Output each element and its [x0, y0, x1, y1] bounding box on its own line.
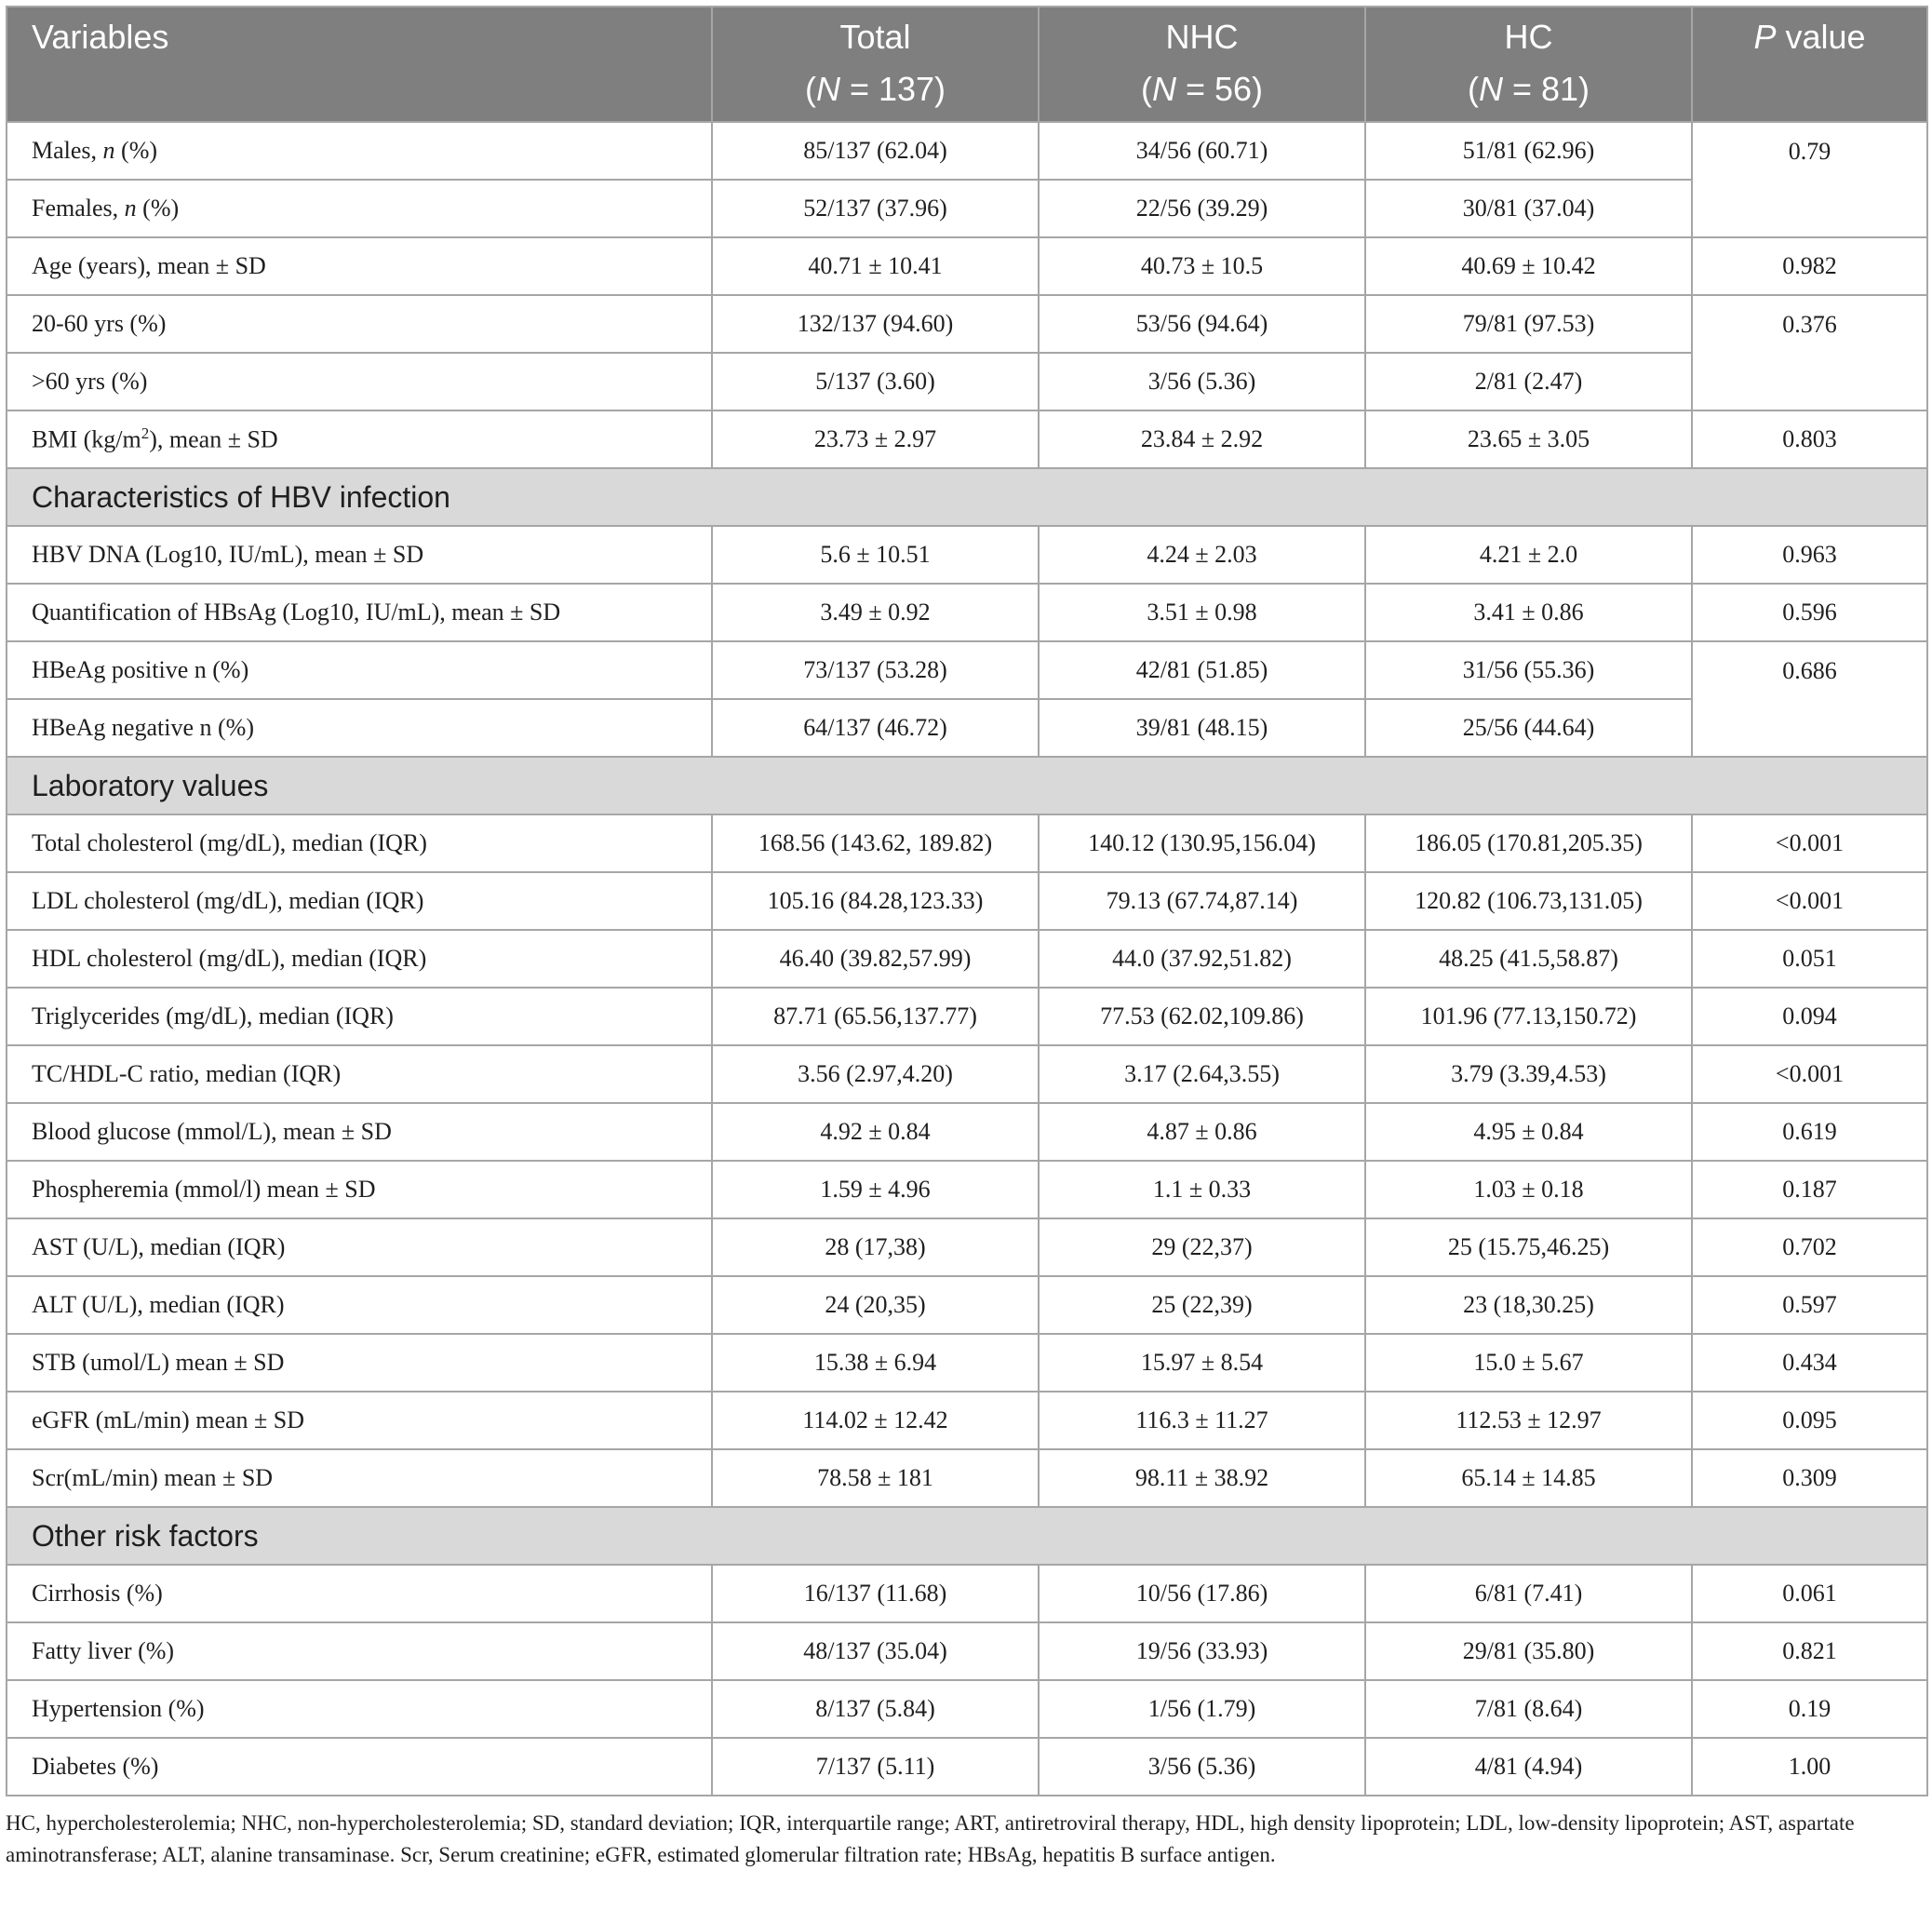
header-row: [7, 7, 1927, 122]
cell-pvalue: 0.803: [1692, 410, 1927, 468]
cell-nhc: 4.87 ± 0.86: [1039, 1103, 1365, 1161]
cell-hc: 23 (18,30.25): [1365, 1276, 1692, 1334]
header-hc-label: HC: [1504, 18, 1553, 56]
header-total: [712, 7, 1039, 122]
cell-nhc: 39/81 (48.15): [1039, 699, 1365, 757]
cell-hc: 31/56 (55.36): [1365, 641, 1692, 699]
header-variables: Variables: [7, 7, 712, 122]
cell-total: 85/137 (62.04): [712, 122, 1039, 180]
label-italic: n: [102, 137, 115, 164]
cell-pvalue: 0.963: [1692, 526, 1927, 584]
cell-total: 48/137 (35.04): [712, 1622, 1039, 1680]
cell-pvalue: 0.094: [1692, 988, 1927, 1045]
header-pvalue-p: P: [1753, 18, 1777, 56]
table-row: [7, 122, 1927, 180]
table-row: [7, 1680, 1927, 1738]
row-label: eGFR (mL/min) mean ± SD: [7, 1392, 712, 1449]
cell-hc: 3.79 (3.39,4.53): [1365, 1045, 1692, 1103]
cell-hc: 23.65 ± 3.05: [1365, 410, 1692, 468]
row-label: Quantification of HBsAg (Log10, IU/mL), mean ± SD: [7, 584, 712, 641]
cell-nhc: 34/56 (60.71): [1039, 122, 1365, 180]
row-label: AST (U/L), median (IQR): [7, 1218, 712, 1276]
cell-nhc: 22/56 (39.29): [1039, 180, 1365, 237]
row-label: Fatty liver (%): [7, 1622, 712, 1680]
cell-total: 24 (20,35): [712, 1276, 1039, 1334]
cell-nhc: 15.97 ± 8.54: [1039, 1334, 1365, 1392]
table-row: [7, 237, 1927, 295]
table-row: [7, 699, 1927, 757]
cell-total: 4.92 ± 0.84: [712, 1103, 1039, 1161]
cell-nhc: 10/56 (17.86): [1039, 1565, 1365, 1622]
section-title-hbv: Characteristics of HBV infection: [7, 468, 1927, 526]
cell-hc: 6/81 (7.41): [1365, 1565, 1692, 1622]
cell-total: 15.38 ± 6.94: [712, 1334, 1039, 1392]
row-label: Hypertension (%): [7, 1680, 712, 1738]
cell-nhc: 42/81 (51.85): [1039, 641, 1365, 699]
cell-hc: 40.69 ± 10.42: [1365, 237, 1692, 295]
cell-nhc: 98.11 ± 38.92: [1039, 1449, 1365, 1507]
cell-nhc: 29 (22,37): [1039, 1218, 1365, 1276]
cell-pvalue: 0.597: [1692, 1276, 1927, 1334]
table-row: [7, 584, 1927, 641]
row-label: Scr(mL/min) mean ± SD: [7, 1449, 712, 1507]
table-row: [7, 1161, 1927, 1218]
cell-total: 73/137 (53.28): [712, 641, 1039, 699]
row-label: Triglycerides (mg/dL), median (IQR): [7, 988, 712, 1045]
cell-total: 3.56 (2.97,4.20): [712, 1045, 1039, 1103]
cell-total: 87.71 (65.56,137.77): [712, 988, 1039, 1045]
row-label: Cirrhosis (%): [7, 1565, 712, 1622]
header-nhc-n: (N = 56): [1140, 70, 1264, 108]
cell-pvalue: <0.001: [1692, 1045, 1927, 1103]
header-hc-n: (N = 81): [1467, 70, 1590, 108]
cell-hc: 120.82 (106.73,131.05): [1365, 872, 1692, 930]
row-label-age-20-60: 20-60 yrs (%): [7, 295, 712, 353]
row-label-age: Age (years), mean ± SD: [7, 237, 712, 295]
table-row: [7, 872, 1927, 930]
cell-nhc: 3/56 (5.36): [1039, 1738, 1365, 1796]
table-row: [7, 1738, 1927, 1796]
cell-hc: 112.53 ± 12.97: [1365, 1392, 1692, 1449]
table-row: [7, 988, 1927, 1045]
cell-nhc: 25 (22,39): [1039, 1276, 1365, 1334]
label-text: ), mean ± SD: [149, 425, 278, 453]
cell-total: 28 (17,38): [712, 1218, 1039, 1276]
cell-hc: 25 (15.75,46.25): [1365, 1218, 1692, 1276]
cell-nhc: 140.12 (130.95,156.04): [1039, 814, 1365, 872]
table-row: [7, 1045, 1927, 1103]
table-row: [7, 1276, 1927, 1334]
row-label: HBV DNA (Log10, IU/mL), mean ± SD: [7, 526, 712, 584]
cell-pvalue: 0.79: [1692, 122, 1927, 237]
cell-pvalue: 0.376: [1692, 295, 1927, 410]
cell-total: 132/137 (94.60): [712, 295, 1039, 353]
table-row: [7, 1218, 1927, 1276]
table-row: [7, 930, 1927, 988]
row-label: HDL cholesterol (mg/dL), median (IQR): [7, 930, 712, 988]
cell-pvalue: 0.619: [1692, 1103, 1927, 1161]
header-nhc: [1039, 7, 1365, 122]
cell-pvalue: 0.434: [1692, 1334, 1927, 1392]
cell-pvalue: 0.702: [1692, 1218, 1927, 1276]
table-row: [7, 814, 1927, 872]
section-row: [7, 1507, 1927, 1565]
table-row: [7, 1103, 1927, 1161]
table-footnote: HC, hypercholesterolemia; NHC, non-hypercholesterolemia; SD, standard deviation; IQR, interquartile range; ART, antiretroviral therapy, HDL, high density lipoprotein; LDL, low-density lipoprotein; AST, aspartate aminotransferase; ALT, alanine transaminase. Scr, Serum creatinine; eGFR, estimated glomerular filtration rate; HBsAg, hepatitis B surface antigen.: [6, 1811, 1855, 1866]
cell-total: 5/137 (3.60): [712, 353, 1039, 410]
row-label: ALT (U/L), median (IQR): [7, 1276, 712, 1334]
cell-pvalue: 0.686: [1692, 641, 1927, 757]
cell-nhc: 116.3 ± 11.27: [1039, 1392, 1365, 1449]
section-title-other: Other risk factors: [7, 1507, 1927, 1565]
row-label: LDL cholesterol (mg/dL), median (IQR): [7, 872, 712, 930]
row-label-males: [7, 122, 712, 180]
cell-nhc: 79.13 (67.74,87.14): [1039, 872, 1365, 930]
cell-pvalue: <0.001: [1692, 872, 1927, 930]
header-hc: [1365, 7, 1692, 122]
cell-nhc: 77.53 (62.02,109.86): [1039, 988, 1365, 1045]
cell-total: 46.40 (39.82,57.99): [712, 930, 1039, 988]
cell-hc: 65.14 ± 14.85: [1365, 1449, 1692, 1507]
cell-hc: 2/81 (2.47): [1365, 353, 1692, 410]
cell-hc: 7/81 (8.64): [1365, 1680, 1692, 1738]
table-header: [7, 7, 1927, 122]
cell-total: 7/137 (5.11): [712, 1738, 1039, 1796]
cell-hc: 29/81 (35.80): [1365, 1622, 1692, 1680]
cell-pvalue: 0.821: [1692, 1622, 1927, 1680]
cell-pvalue: 0.051: [1692, 930, 1927, 988]
table-row: [7, 1392, 1927, 1449]
header-total-n: (N = 137): [804, 70, 946, 108]
row-label-bmi: [7, 410, 712, 468]
cell-hc: 1.03 ± 0.18: [1365, 1161, 1692, 1218]
cell-total: 105.16 (84.28,123.33): [712, 872, 1039, 930]
cell-pvalue: 0.061: [1692, 1565, 1927, 1622]
cell-hc: 4.21 ± 2.0: [1365, 526, 1692, 584]
table-container: [6, 6, 1926, 1871]
cell-hc: 186.05 (170.81,205.35): [1365, 814, 1692, 872]
table-row: [7, 1449, 1927, 1507]
cell-total: 64/137 (46.72): [712, 699, 1039, 757]
table-row: [7, 1334, 1927, 1392]
row-label-age-60: >60 yrs (%): [7, 353, 712, 410]
cell-pvalue: 0.187: [1692, 1161, 1927, 1218]
row-label: Diabetes (%): [7, 1738, 712, 1796]
cell-pvalue: 0.309: [1692, 1449, 1927, 1507]
row-label: HBeAg positive n (%): [7, 641, 712, 699]
cell-pvalue: <0.001: [1692, 814, 1927, 872]
cell-nhc: 3.51 ± 0.98: [1039, 584, 1365, 641]
cell-nhc: 19/56 (33.93): [1039, 1622, 1365, 1680]
cell-total: 40.71 ± 10.41: [712, 237, 1039, 295]
cell-nhc: 44.0 (37.92,51.82): [1039, 930, 1365, 988]
cell-total: 3.49 ± 0.92: [712, 584, 1039, 641]
cell-total: 52/137 (37.96): [712, 180, 1039, 237]
cell-hc: 4.95 ± 0.84: [1365, 1103, 1692, 1161]
header-pvalue-rest: value: [1776, 18, 1866, 56]
cell-hc: 25/56 (44.64): [1365, 699, 1692, 757]
cell-pvalue: 0.095: [1692, 1392, 1927, 1449]
label-text: Males,: [32, 137, 103, 164]
cell-nhc: 1/56 (1.79): [1039, 1680, 1365, 1738]
cell-pvalue: 0.596: [1692, 584, 1927, 641]
header-nhc-label: NHC: [1165, 18, 1239, 56]
cell-total: 23.73 ± 2.97: [712, 410, 1039, 468]
label-superscript: 2: [141, 424, 150, 443]
cell-total: 114.02 ± 12.42: [712, 1392, 1039, 1449]
cell-nhc: 3.17 (2.64,3.55): [1039, 1045, 1365, 1103]
cell-nhc: 23.84 ± 2.92: [1039, 410, 1365, 468]
cell-hc: 48.25 (41.5,58.87): [1365, 930, 1692, 988]
cell-nhc: 40.73 ± 10.5: [1039, 237, 1365, 295]
table-row: [7, 295, 1927, 353]
table-row: [7, 180, 1927, 237]
row-label-females: [7, 180, 712, 237]
cell-hc: 51/81 (62.96): [1365, 122, 1692, 180]
cell-total: 16/137 (11.68): [712, 1565, 1039, 1622]
label-text: (%): [114, 137, 158, 164]
cell-nhc: 1.1 ± 0.33: [1039, 1161, 1365, 1218]
cell-total: 168.56 (143.62, 189.82): [712, 814, 1039, 872]
row-label: Blood glucose (mmol/L), mean ± SD: [7, 1103, 712, 1161]
cell-total: 78.58 ± 181: [712, 1449, 1039, 1507]
cell-total: 1.59 ± 4.96: [712, 1161, 1039, 1218]
cell-pvalue: 0.19: [1692, 1680, 1927, 1738]
cell-total: 5.6 ± 10.51: [712, 526, 1039, 584]
cell-nhc: 3/56 (5.36): [1039, 353, 1365, 410]
table-row: [7, 641, 1927, 699]
section-row: [7, 468, 1927, 526]
row-label: STB (umol/L) mean ± SD: [7, 1334, 712, 1392]
cell-hc: 4/81 (4.94): [1365, 1738, 1692, 1796]
label-text: Females,: [32, 195, 125, 222]
table-body: [7, 122, 1927, 1796]
cell-pvalue: 1.00: [1692, 1738, 1927, 1796]
header-pvalue: [1692, 7, 1927, 122]
characteristics-table: [6, 6, 1928, 1796]
cell-hc: 3.41 ± 0.86: [1365, 584, 1692, 641]
table-row: [7, 1565, 1927, 1622]
row-label: Phospheremia (mmol/l) mean ± SD: [7, 1161, 712, 1218]
cell-total: 8/137 (5.84): [712, 1680, 1039, 1738]
row-label: HBeAg negative n (%): [7, 699, 712, 757]
cell-hc: 79/81 (97.53): [1365, 295, 1692, 353]
section-row: [7, 757, 1927, 814]
cell-pvalue: 0.982: [1692, 237, 1927, 295]
row-label: Total cholesterol (mg/dL), median (IQR): [7, 814, 712, 872]
label-text: (%): [136, 195, 180, 222]
cell-hc: 30/81 (37.04): [1365, 180, 1692, 237]
row-label: TC/HDL-C ratio, median (IQR): [7, 1045, 712, 1103]
cell-hc: 101.96 (77.13,150.72): [1365, 988, 1692, 1045]
table-row: [7, 1622, 1927, 1680]
cell-nhc: 53/56 (94.64): [1039, 295, 1365, 353]
header-total-label: Total: [839, 18, 911, 56]
section-title-lab: Laboratory values: [7, 757, 1927, 814]
label-text: BMI (kg/m: [32, 425, 141, 453]
cell-hc: 15.0 ± 5.67: [1365, 1334, 1692, 1392]
label-italic: n: [124, 195, 137, 222]
table-row: [7, 526, 1927, 584]
table-row: [7, 353, 1927, 410]
cell-nhc: 4.24 ± 2.03: [1039, 526, 1365, 584]
table-row: [7, 410, 1927, 468]
